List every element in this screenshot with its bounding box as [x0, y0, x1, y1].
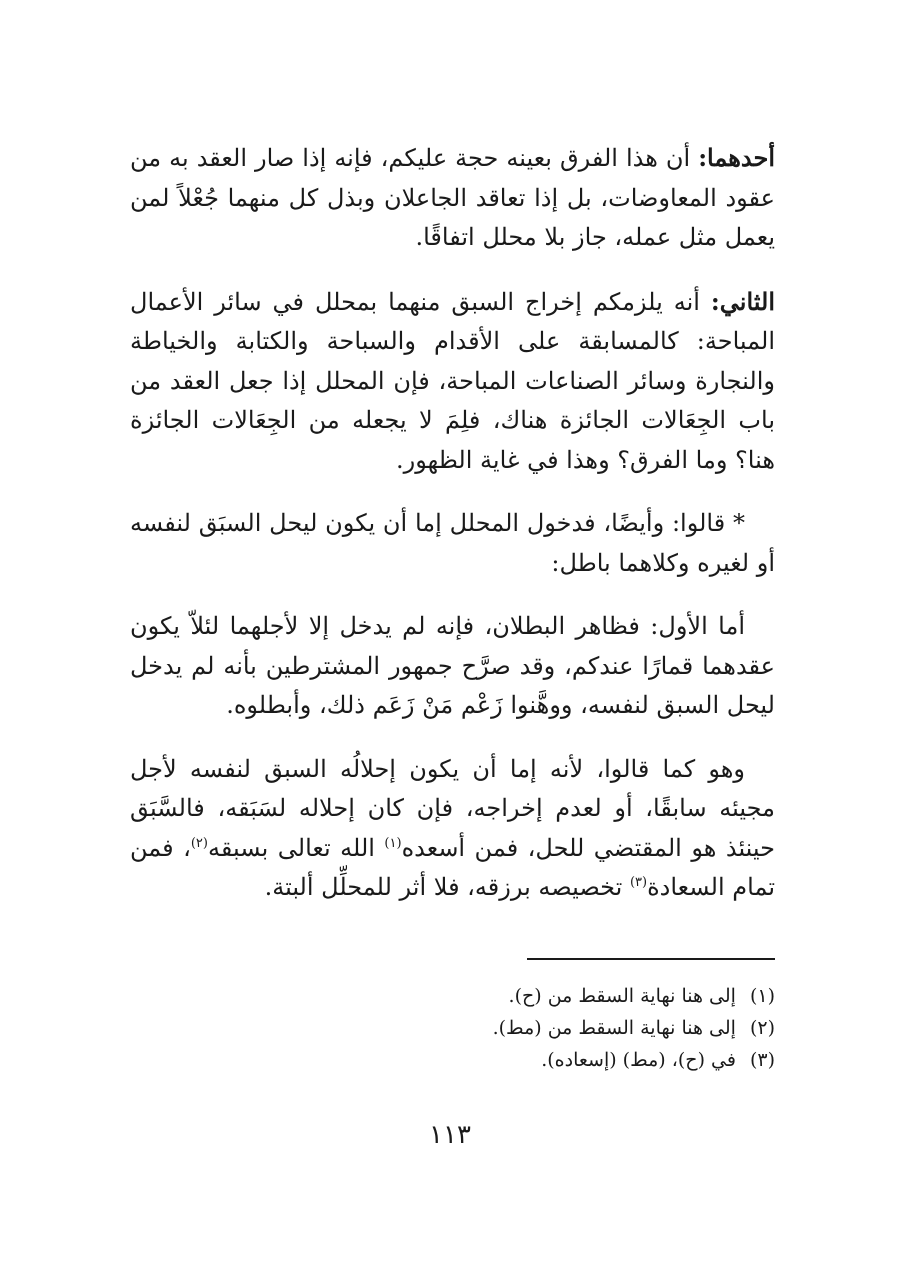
paragraph-text: ، فمن تمام السعادة — [130, 833, 775, 901]
footnote-number: (١) — [749, 985, 775, 1007]
paragraph-text: أن هذا الفرق بعينه حجة عليكم، فإنه إذا صار العقد به من عقود المعاوضات، بل إذا تعاقد الجاعلان وبذل كل منهما جُعْلاً لمن يعمل مثل عمله، جاز بلا محلل اتفاقًا. — [130, 144, 775, 251]
footnote-ref-1[interactable]: (١) — [384, 835, 402, 851]
footnote-1 — [300, 980, 775, 1012]
paragraph-text: وهو كما قالوا، لأنه إما أن يكون إحلالُه السبق لنفسه لأجل مجيئه سابقًا، أو لعدم إخراجه، فإن كان إحلاله لسَبَقه، فالسَّبَق حينئذ هو المقتضي للحل، فمن أسعده — [130, 754, 776, 862]
footnote-divider — [527, 958, 775, 960]
footnote-2 — [300, 1012, 775, 1044]
paragraph-text: أنه يلزمكم إخراج السبق منهما بمحلل في سائر الأعمال المباحة: كالمسابقة على الأقدام والسباحة والكتابة والخياطة والنجارة وسائر الصناعات المباحة، فإن المحلل إذا جعل العقد من باب الجِعَالات الجائزة هناك، فلِمَ لا يجعله من الجِعَالات الجائزة هنا؟ وما الفرق؟ وهذا في غاية الظهور. — [130, 287, 775, 474]
paragraph-lead: أحدهما: — [698, 143, 775, 172]
footnote-text: إلى هنا نهاية السقط من (مط). — [492, 1017, 736, 1039]
footnote-number: (٢) — [749, 1017, 775, 1039]
paragraph-text: تخصيصه برزقه، فلا أثر للمحلِّل ألبتة. — [264, 873, 630, 901]
main-text — [130, 138, 775, 932]
footnote-ref-2[interactable]: (٢) — [190, 835, 208, 851]
paragraph-text: الله تعالى بسبقه — [207, 833, 385, 862]
footnote-3 — [300, 1044, 775, 1076]
paragraph-objection — [130, 504, 775, 583]
footnote-text: إلى هنا نهاية السقط من (ح). — [508, 985, 736, 1007]
footnote-ref-3[interactable]: (٣) — [629, 875, 648, 890]
paragraph-first-case — [130, 607, 775, 726]
paragraph-text: * قالوا: وأيضًا، فدخول المحلل إما أن يكون ليحل السبَق لنفسه أو لغيره وكلاهما باطل: — [130, 509, 775, 577]
footnotes — [300, 980, 775, 1076]
paragraph-lead: الثاني: — [710, 286, 775, 316]
paragraph-first-answer — [130, 138, 775, 258]
paragraph-second-answer — [130, 282, 775, 481]
footnote-number: (٣) — [749, 1049, 775, 1071]
footnote-text: في (ح)، (مط) (إسعاده). — [541, 1049, 736, 1071]
paragraph-text: أما الأول: فظاهر البطلان، فإنه لم يدخل إلا لأجلهما لئلاّ يكون عقدهما قمارًا عندكم، وقد صرَّح جمهور المشترطين بأنه لم يدخل ليحل السبق لنفسه، ووهَّنوا زَعْم مَنْ زَعَم ذلك، وأبطلوه. — [130, 612, 775, 719]
paragraph-conclusion — [130, 750, 775, 908]
page-number: ١١٣ — [429, 1120, 471, 1150]
